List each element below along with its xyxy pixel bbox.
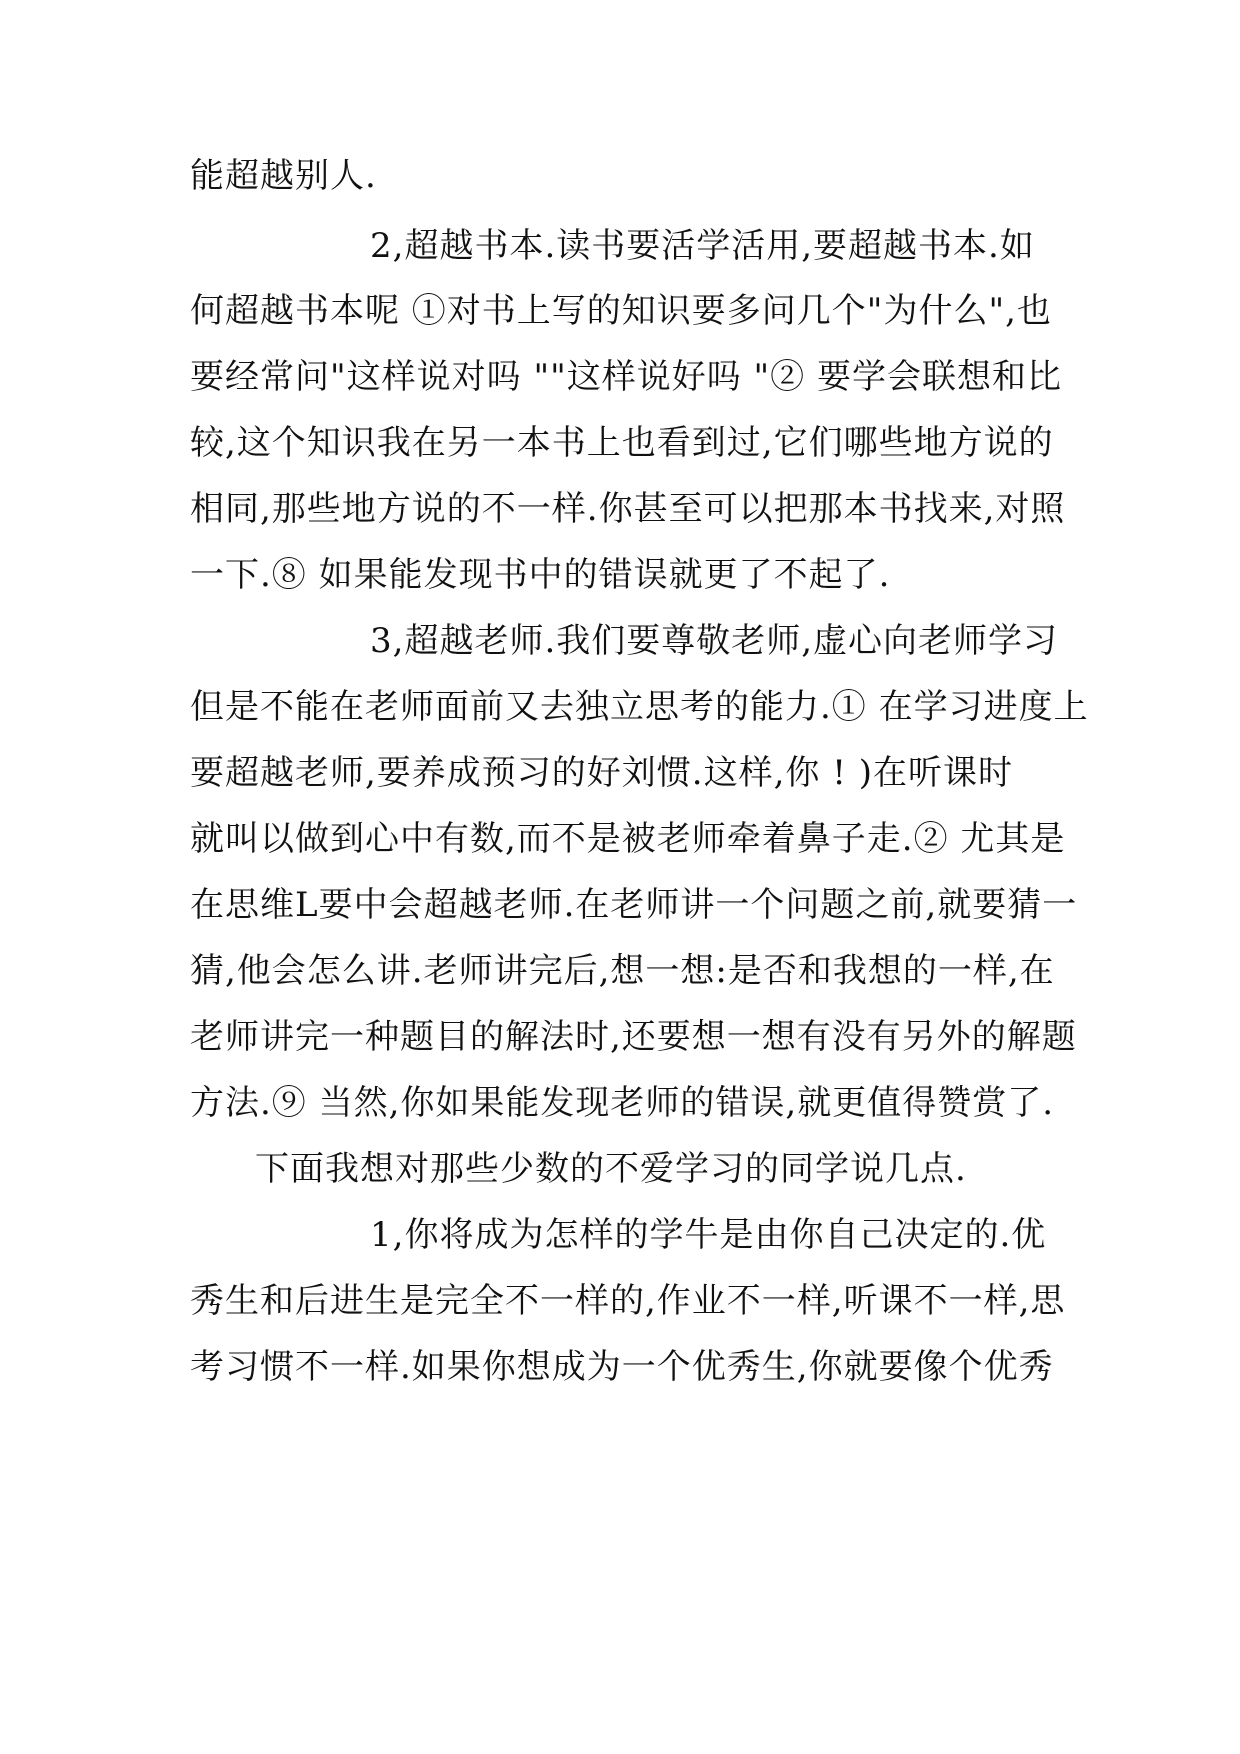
text-line-14: 老师讲完一种题目的解法时,还要想一想有没有另外的解题 (190, 1017, 1077, 1057)
text-line-12: 在思维L要中会超越老师.在老师讲一个问题之前,就要猜一 (190, 885, 1078, 925)
text-line-4: 要经常问"这样说对吗 ""这样说好吗 "② 要学会联想和比 (190, 357, 1062, 397)
text-line-9: 但是不能在老师面前又去独立思考的能力.① 在学习进度上 (190, 687, 1089, 727)
text-line-7: 一下.⑧ 如果能发现书中的错误就更了不起了. (190, 555, 891, 595)
text-line-6: 相同,那些地方说的不一样.你甚至可以把那本书找来,对照 (190, 489, 1066, 529)
text-line-5: 较,这个知识我在另一本书上也看到过,它们哪些地方说的 (190, 423, 1054, 463)
text-line-11: 就叫以做到心中有数,而不是被老师牵着鼻子走.② 尤其是 (190, 819, 1066, 859)
text-line-3: 何超越书本呢 ①对书上写的知识要多问几个"为什么",也 (190, 291, 1052, 331)
text-line-19: 考习惯不一样.如果你想成为一个优秀生,你就要像个优秀 (190, 1347, 1054, 1387)
text-line-16: 下面我想对那些少数的不爱学习的同学说几点. (255, 1149, 967, 1189)
text-line-2: 2,超越书本.读书要活学活用,要超越书本.如 (370, 226, 1035, 266)
text-line-1: 能超越别人. (190, 156, 377, 196)
text-line-8: 3,超越老师.我们要尊敬老师,虚心向老师学习 (370, 621, 1059, 661)
text-line-15: 方法.⑨ 当然,你如果能发现老师的错误,就更值得赞赏了. (190, 1083, 1055, 1123)
text-line-10: 要超越老师,要养成预习的好刘惯.这样,你 ! )在听课时 (190, 753, 1013, 793)
text-line-18: 秀生和后进生是完全不一样的,作业不一样,听课不一样,思 (190, 1281, 1066, 1321)
text-line-17: 1,你将成为怎样的学牛是由你自己决定的.优 (370, 1215, 1047, 1255)
text-line-13: 猜,他会怎么讲.老师讲完后,想一想:是否和我想的一样,在 (190, 951, 1055, 991)
